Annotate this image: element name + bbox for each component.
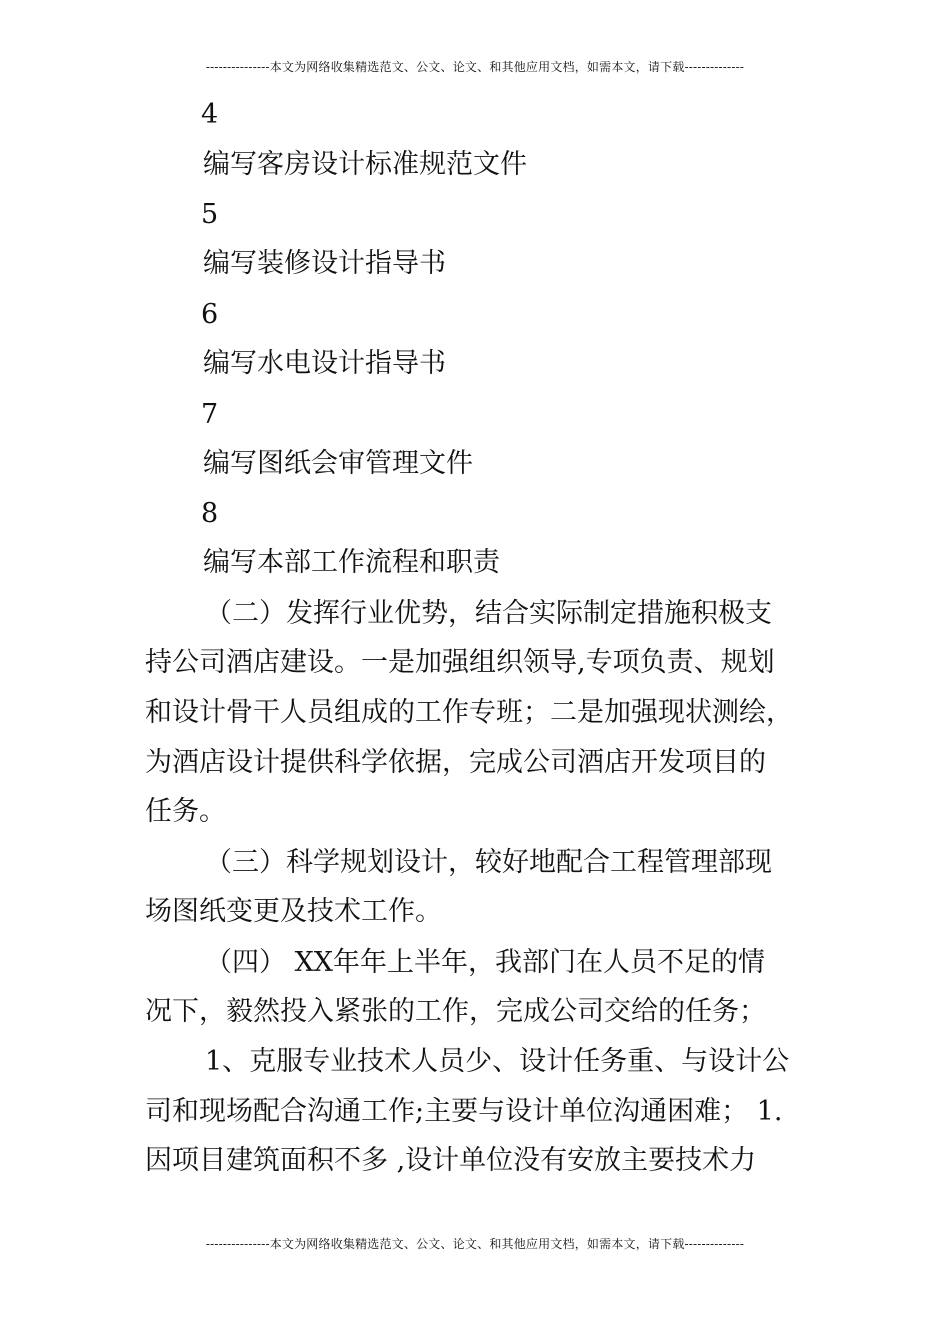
paragraph-line: 因项目建筑面积不多 ,设计单位没有安放主要技术力 xyxy=(145,1145,757,1176)
paragraph-line: 和设计骨干人员组成的工作专班；二是加强现状测绘， xyxy=(145,697,793,728)
paragraph-line: 况下，毅然投入紧张的工作，完成公司交给的任务； xyxy=(145,996,766,1027)
list-item-number: 6 xyxy=(201,299,219,330)
paragraph-line: （二）发挥行业优势，结合实际制定措施积极支 xyxy=(205,598,772,629)
list-item-text: 编写客房设计标准规范文件 xyxy=(203,149,527,180)
paragraph-line: 任务。 xyxy=(145,796,226,827)
list-item-text: 编写水电设计指导书 xyxy=(203,348,446,379)
list-item-number: 7 xyxy=(201,399,219,430)
paragraph-line: 持公司酒店建设。一是加强组织领导,专项负责、规划 xyxy=(145,647,775,678)
paragraph-line: （三）科学规划设计，较好地配合工程管理部现 xyxy=(205,847,772,878)
paragraph-line: （四） XX年年上半年，我部门在人员不足的情 xyxy=(205,947,766,978)
paragraph-line: 为酒店设计提供科学依据，完成公司酒店开发项目的 xyxy=(145,747,766,778)
paragraph-line: 场图纸变更及技术工作。 xyxy=(145,896,442,927)
list-item-text: 编写本部工作流程和职责 xyxy=(203,547,500,578)
page-header-banner: ---------------本文为网络收集精选范文、公文、论文、和其他应用文档，如需本文，请下载-------------- xyxy=(205,60,745,74)
list-item-text: 编写图纸会审管理文件 xyxy=(203,448,473,479)
paragraph-line: 1、克服专业技术人员少、设计任务重、与设计公 xyxy=(205,1046,790,1077)
list-item-number: 5 xyxy=(201,199,219,230)
list-item-text: 编写装修设计指导书 xyxy=(203,248,446,279)
list-item-number: 8 xyxy=(201,498,219,529)
paragraph-line: 司和现场配合沟通工作;主要与设计单位沟通困难； 1. xyxy=(145,1096,783,1127)
page-footer-banner: ---------------本文为网络收集精选范文、公文、论文、和其他应用文档，如需本文，请下载-------------- xyxy=(205,1237,745,1251)
list-item-number: 4 xyxy=(201,99,219,130)
